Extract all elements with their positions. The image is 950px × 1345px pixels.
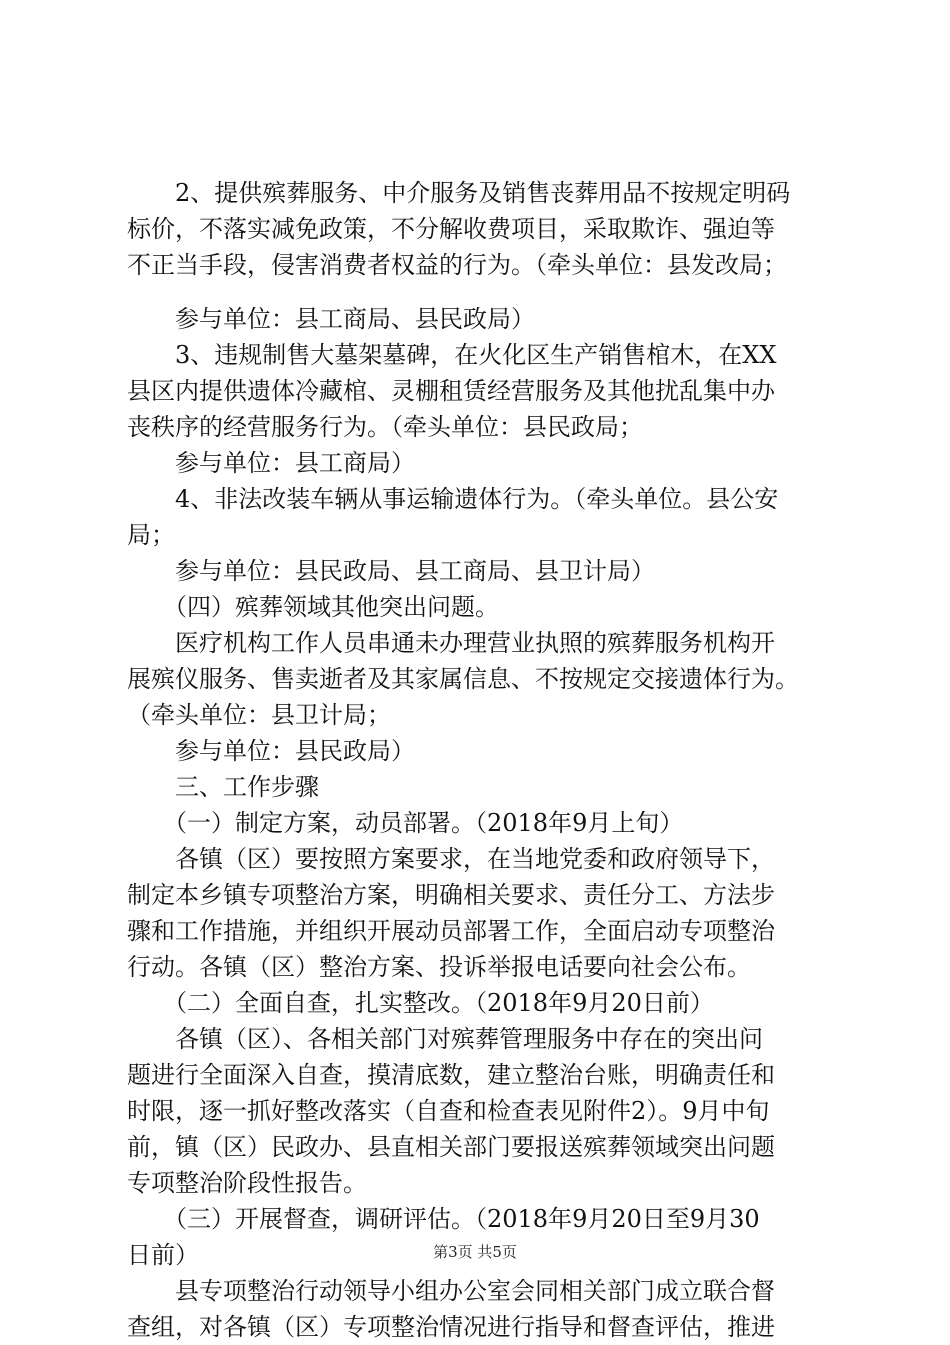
subsection-heading: （一）制定方案，动员部署。（2018年9月上旬） bbox=[127, 809, 684, 837]
text-line: 标价，不落实减免政策，不分解收费项目，采取欺诈、强迫等 bbox=[127, 215, 775, 243]
text-line: （四）殡葬领域其他突出问题。 bbox=[127, 593, 499, 621]
text-line: 丧秩序的经营服务行为。（牵头单位：县民政局； bbox=[127, 413, 643, 441]
text-line: 骤和工作措施，并组织开展动员部署工作，全面启动专项整治 bbox=[127, 917, 775, 945]
text-line: 制定本乡镇专项整治方案，明确相关要求、责任分工、方法步 bbox=[127, 881, 775, 909]
text-line: 4、非法改装车辆从事运输遗体行为。（牵头单位。县公安 bbox=[127, 485, 779, 513]
text-line: 医疗机构工作人员串通未办理营业执照的殡葬服务机构开 bbox=[127, 629, 775, 657]
text-line: 县区内提供遗体冷藏棺、灵棚租赁经营服务及其他扰乱集中办 bbox=[127, 377, 775, 405]
text-line: 参与单位：县民政局） bbox=[127, 737, 415, 765]
text-line: （牵头单位：县卫计局； bbox=[127, 701, 391, 729]
text-line: 3、违规制售大墓架墓碑，在火化区生产销售棺木，在XX bbox=[127, 341, 777, 369]
text-line: 前，镇（区）民政办、县直相关部门要报送殡葬领域突出问题 bbox=[127, 1133, 775, 1161]
text-line: 不正当手段，侵害消费者权益的行为。（牵头单位：县发改局； bbox=[127, 251, 787, 279]
text-line: 各镇（区）、各相关部门对殡葬管理服务中存在的突出问 bbox=[127, 1025, 763, 1053]
subsection-heading: （二）全面自查，扎实整改。（2018年9月20日前） bbox=[127, 989, 714, 1017]
text-line: 日前） bbox=[127, 1241, 199, 1269]
text-line: 参与单位：县工商局） bbox=[127, 449, 415, 477]
text-line: 各镇（区）要按照方案要求，在当地党委和政府领导下， bbox=[127, 845, 775, 873]
text-line: 局； bbox=[127, 521, 175, 549]
text-line: 2、提供殡葬服务、中介服务及销售丧葬用品不按规定明码 bbox=[127, 179, 791, 207]
text-line: 专项整治阶段性报告。 bbox=[127, 1169, 367, 1197]
document-body bbox=[127, 175, 835, 1345]
text-line: 参与单位：县工商局、县民政局） bbox=[127, 305, 535, 333]
text-line: 行动。各镇（区）整治方案、投诉举报电话要向社会公布。 bbox=[127, 953, 751, 981]
section-heading: 三、工作步骤 bbox=[127, 773, 319, 801]
text-line: 查组，对各镇（区）专项整治情况进行指导和督查评估，推进 bbox=[127, 1313, 775, 1341]
text-line: 参与单位：县民政局、县工商局、县卫计局） bbox=[127, 557, 655, 585]
text-line: 题进行全面深入自查，摸清底数，建立整治台账，明确责任和 bbox=[127, 1061, 775, 1089]
text-line: 展殡仪服务、售卖逝者及其家属信息、不按规定交接遗体行为。 bbox=[127, 665, 799, 693]
page-number-footer: 第3页 共5页 bbox=[433, 1243, 517, 1261]
text-line: 时限，逐一抓好整改落实（自查和检查表见附件2）。9月中旬 bbox=[127, 1097, 770, 1125]
subsection-heading: （三）开展督查，调研评估。（2018年9月20日至9月30 bbox=[127, 1205, 760, 1233]
text-line: 县专项整治行动领导小组办公室会同相关部门成立联合督 bbox=[127, 1277, 775, 1305]
